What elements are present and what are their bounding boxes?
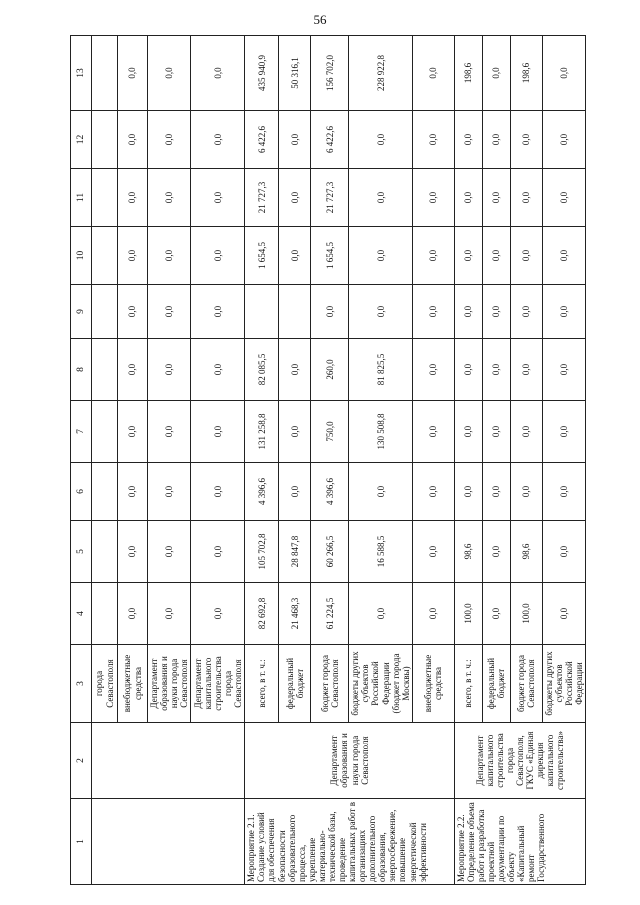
- value-cell: 0,0: [349, 463, 412, 521]
- value-cell: 0,0: [454, 285, 482, 339]
- value-cell: 0,0: [412, 521, 454, 583]
- value-cell: 0,0: [454, 227, 482, 285]
- value-cell: 0,0: [510, 401, 542, 463]
- value-cell: 0,0: [510, 169, 542, 227]
- value-cell: 0,0: [118, 285, 148, 339]
- value-cell: 100,0: [454, 583, 482, 645]
- value-cell: 0,0: [454, 169, 482, 227]
- value-cell: 0,0: [482, 339, 510, 401]
- value-cell: 0,0: [542, 521, 585, 583]
- value-cell: 0,0: [191, 285, 245, 339]
- value-cell: 0,0: [412, 227, 454, 285]
- value-cell: 0,0: [191, 36, 245, 111]
- value-cell: 0,0: [148, 285, 191, 339]
- value-cell: 0,0: [482, 285, 510, 339]
- value-cell: 100,0: [510, 583, 542, 645]
- value-cell: 0,0: [118, 583, 148, 645]
- value-cell: 0,0: [118, 227, 148, 285]
- value-cell: 0,0: [148, 401, 191, 463]
- column-header: 10: [71, 227, 92, 285]
- funding-source-cell: федеральный бюджет: [482, 645, 510, 723]
- column-header: 2: [71, 723, 92, 799]
- value-cell: 156 702,0: [311, 36, 349, 111]
- page-number: 56: [313, 12, 327, 27]
- value-cell: 6 422,6: [311, 111, 349, 169]
- column-header: 7: [71, 401, 92, 463]
- value-cell: 0,0: [412, 36, 454, 111]
- value-cell: 6 422,6: [245, 111, 279, 169]
- value-cell: [279, 285, 311, 339]
- value-cell: 0,0: [542, 583, 585, 645]
- value-cell: 435 940,9: [245, 36, 279, 111]
- value-cell: 0,0: [542, 36, 585, 111]
- value-cell: [92, 401, 118, 463]
- value-cell: 16 588,5: [349, 521, 412, 583]
- value-cell: 0,0: [454, 401, 482, 463]
- funding-source-cell: бюджеты других субъектов Российской Федерации: [542, 645, 585, 723]
- value-cell: 0,0: [148, 339, 191, 401]
- value-cell: 0,0: [482, 521, 510, 583]
- value-cell: 0,0: [191, 339, 245, 401]
- column-header: 3: [71, 645, 92, 723]
- value-cell: 260,0: [311, 339, 349, 401]
- value-cell: [92, 285, 118, 339]
- value-cell: 82 085,5: [245, 339, 279, 401]
- value-cell: 0,0: [118, 339, 148, 401]
- value-cell: 0,0: [482, 111, 510, 169]
- value-cell: 0,0: [118, 463, 148, 521]
- table-row: [454, 36, 482, 885]
- value-cell: 0,0: [148, 36, 191, 111]
- value-cell: 0,0: [148, 583, 191, 645]
- value-cell: 0,0: [349, 169, 412, 227]
- value-cell: [92, 521, 118, 583]
- value-cell: 21 727,3: [245, 169, 279, 227]
- value-cell: 0,0: [482, 583, 510, 645]
- value-cell: 0,0: [191, 169, 245, 227]
- value-cell: 0,0: [279, 463, 311, 521]
- value-cell: [245, 285, 279, 339]
- column-header: 8: [71, 339, 92, 401]
- value-cell: 0,0: [191, 111, 245, 169]
- value-cell: 98,6: [454, 521, 482, 583]
- executor-cell: Департамент капитального строительства города Севастополя, ГКУС «Единая дирекция капитального строительства»: [454, 723, 585, 799]
- value-cell: 0,0: [510, 227, 542, 285]
- value-cell: 1 654,5: [245, 227, 279, 285]
- value-cell: 0,0: [542, 285, 585, 339]
- rotated-table-wrapper: [70, 36, 585, 885]
- funding-source-cell: федеральный бюджет: [279, 645, 311, 723]
- value-cell: [92, 36, 118, 111]
- value-cell: 0,0: [454, 339, 482, 401]
- value-cell: 0,0: [412, 169, 454, 227]
- value-cell: 0,0: [482, 401, 510, 463]
- value-cell: 28 847,8: [279, 521, 311, 583]
- value-cell: 0,0: [349, 583, 412, 645]
- value-cell: [92, 169, 118, 227]
- measure-name-cell: Мероприятие 2.2. Определение объема работ и разработка проектной документации по объекту «Капитальный ремонт Государственного: [454, 799, 585, 885]
- value-cell: 0,0: [454, 463, 482, 521]
- funding-source-cell: города Севастополя: [92, 645, 118, 723]
- value-cell: 0,0: [412, 463, 454, 521]
- value-cell: 60 266,5: [311, 521, 349, 583]
- value-cell: 0,0: [412, 401, 454, 463]
- funding-source-cell: внебюджетные средства: [412, 645, 454, 723]
- value-cell: 0,0: [482, 227, 510, 285]
- value-cell: [92, 583, 118, 645]
- funding-source-cell: внебюджетные средства: [118, 645, 148, 723]
- value-cell: 0,0: [279, 339, 311, 401]
- value-cell: 0,0: [191, 463, 245, 521]
- value-cell: [92, 463, 118, 521]
- value-cell: 0,0: [148, 463, 191, 521]
- value-cell: 0,0: [311, 285, 349, 339]
- value-cell: 0,0: [279, 111, 311, 169]
- value-cell: 0,0: [118, 111, 148, 169]
- value-cell: 81 825,5: [349, 339, 412, 401]
- executor-cell: Департамент образования и науки города Севастополя: [245, 723, 454, 799]
- table-row: [92, 36, 118, 885]
- value-cell: 98,6: [510, 521, 542, 583]
- column-header: 12: [71, 111, 92, 169]
- value-cell: 0,0: [454, 111, 482, 169]
- value-cell: 198,6: [454, 36, 482, 111]
- value-cell: 1 654,5: [311, 227, 349, 285]
- value-cell: 21 468,3: [279, 583, 311, 645]
- value-cell: 50 316,1: [279, 36, 311, 111]
- funding-source-cell: бюджет города Севастополя: [311, 645, 349, 723]
- value-cell: 21 727,3: [311, 169, 349, 227]
- value-cell: 0,0: [148, 227, 191, 285]
- funding-source-cell: бюджеты других субъектов Российской Федерации (бюджет города Москвы): [349, 645, 412, 723]
- value-cell: 0,0: [542, 227, 585, 285]
- header-row: [71, 36, 92, 885]
- value-cell: 0,0: [191, 227, 245, 285]
- budget-table: [70, 35, 586, 885]
- column-header: 1: [71, 799, 92, 885]
- value-cell: 198,6: [510, 36, 542, 111]
- value-cell: 0,0: [118, 521, 148, 583]
- funding-source-cell: Департамент образования и науки города Севастополя: [148, 645, 191, 723]
- rotated-table-frame: [70, 36, 585, 885]
- value-cell: 4 396,6: [245, 463, 279, 521]
- value-cell: 0,0: [542, 339, 585, 401]
- value-cell: 0,0: [349, 111, 412, 169]
- value-cell: 0,0: [279, 169, 311, 227]
- value-cell: 0,0: [412, 111, 454, 169]
- funding-source-cell: всего, в т. ч.:: [454, 645, 482, 723]
- value-cell: 0,0: [148, 169, 191, 227]
- value-cell: 750,0: [311, 401, 349, 463]
- value-cell: [92, 111, 118, 169]
- table-row: [245, 36, 279, 885]
- value-cell: 0,0: [412, 339, 454, 401]
- value-cell: 4 396,6: [311, 463, 349, 521]
- funding-source-cell: бюджет города Севастополя: [510, 645, 542, 723]
- funding-source-cell: Департамент капитального строительства города Севастополя: [191, 645, 245, 723]
- table-body: [71, 36, 586, 885]
- value-cell: 0,0: [148, 111, 191, 169]
- value-cell: 0,0: [191, 583, 245, 645]
- value-cell: 82 692,8: [245, 583, 279, 645]
- value-cell: 131 258,8: [245, 401, 279, 463]
- column-header: 13: [71, 36, 92, 111]
- value-cell: 0,0: [279, 401, 311, 463]
- value-cell: 0,0: [412, 285, 454, 339]
- value-cell: 0,0: [118, 169, 148, 227]
- value-cell: 105 702,8: [245, 521, 279, 583]
- value-cell: 0,0: [279, 227, 311, 285]
- column-header: 9: [71, 285, 92, 339]
- value-cell: 0,0: [510, 111, 542, 169]
- value-cell: 0,0: [482, 463, 510, 521]
- column-header: 6: [71, 463, 92, 521]
- value-cell: 0,0: [118, 36, 148, 111]
- value-cell: [92, 339, 118, 401]
- column-header: 4: [71, 583, 92, 645]
- value-cell: [92, 227, 118, 285]
- value-cell: 61 224,5: [311, 583, 349, 645]
- column-header: 5: [71, 521, 92, 583]
- value-cell: 0,0: [191, 521, 245, 583]
- value-cell: 0,0: [542, 111, 585, 169]
- value-cell: 130 508,8: [349, 401, 412, 463]
- empty-cell: [92, 799, 245, 885]
- empty-cell: [92, 723, 245, 799]
- value-cell: 0,0: [510, 339, 542, 401]
- value-cell: 0,0: [349, 227, 412, 285]
- value-cell: 0,0: [482, 169, 510, 227]
- measure-name-cell: Мероприятие 2.1. Создание условий для обеспечения безопасности образовательного процесса, укрепление материально-технической базы, проведение капитальных работ в организациях дополнительного образования, энергосбережение, повышение энергетической эффективности: [245, 799, 454, 885]
- value-cell: 0,0: [482, 36, 510, 111]
- column-header: 11: [71, 169, 92, 227]
- value-cell: 0,0: [510, 285, 542, 339]
- value-cell: 228 922,8: [349, 36, 412, 111]
- value-cell: 0,0: [118, 401, 148, 463]
- value-cell: 0,0: [349, 285, 412, 339]
- funding-source-cell: всего, в т. ч.:: [245, 645, 279, 723]
- value-cell: 0,0: [542, 401, 585, 463]
- value-cell: 0,0: [542, 169, 585, 227]
- value-cell: 0,0: [148, 521, 191, 583]
- value-cell: 0,0: [191, 401, 245, 463]
- value-cell: 0,0: [412, 583, 454, 645]
- value-cell: 0,0: [542, 463, 585, 521]
- value-cell: 0,0: [510, 463, 542, 521]
